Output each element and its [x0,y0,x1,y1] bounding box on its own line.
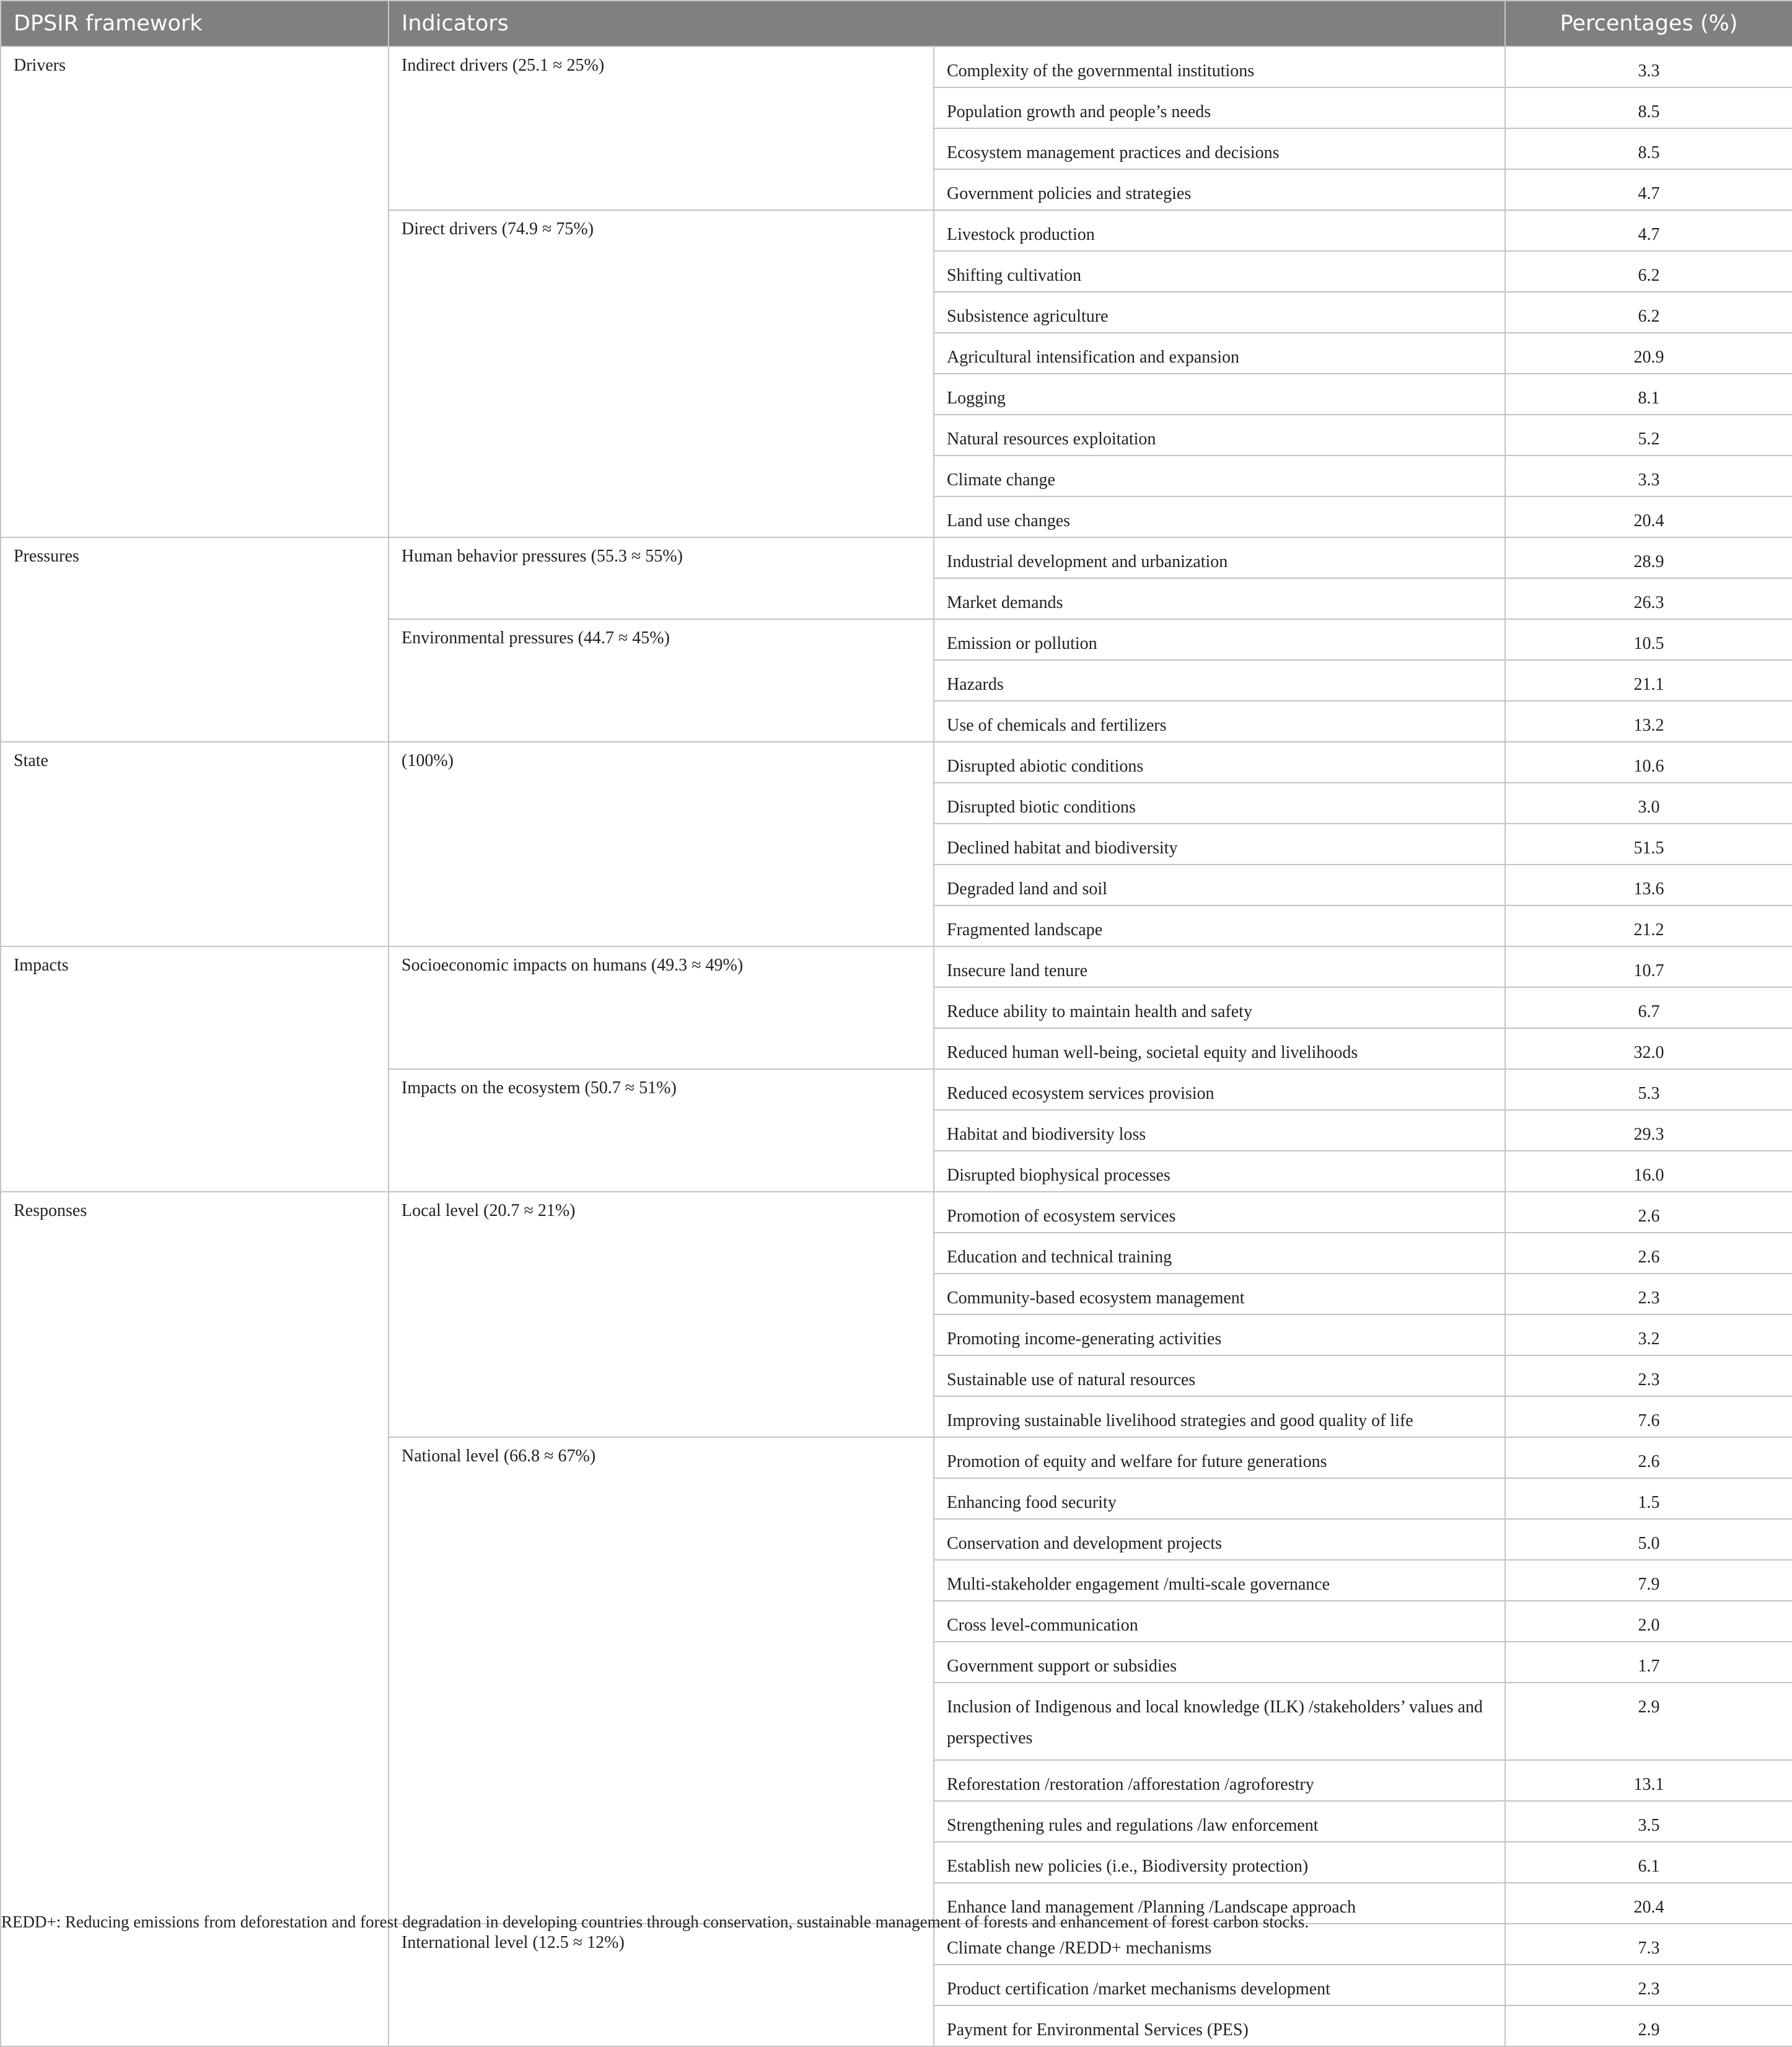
indicator-label: Cross level-communication [934,1601,1505,1642]
indicator-percentage: 21.2 [1505,905,1792,946]
indicator-percentage: 3.2 [1505,1314,1792,1355]
dpsir-category: State [1,742,389,946]
indicator-percentage: 5.3 [1505,1069,1792,1110]
indicator-label: Complexity of the governmental institutions [934,46,1505,87]
indicator-percentage: 20.4 [1505,496,1792,537]
table-row [1,946,1792,987]
indicator-label: Disrupted biophysical processes [934,1151,1505,1192]
indicator-label: Improving sustainable livelihood strategies and good quality of life [934,1396,1505,1437]
indicator-percentage: 2.9 [1505,1683,1792,1760]
indicator-group: Impacts on the ecosystem (50.7 ≈ 51%) [389,1069,934,1192]
footnote: REDD+: Reducing emissions from deforestation and forest degradation in developing countries through conservation, sustainable management of forests and enhancement of forest carbon stocks. [1,1913,1309,1931]
indicator-label: Promoting income-generating activities [934,1314,1505,1355]
indicator-label: Disrupted biotic conditions [934,783,1505,824]
indicator-label: Product certification /market mechanisms development [934,1965,1505,2005]
indicator-label: Enhancing food security [934,1478,1505,1519]
indicator-label: Reduced human well-being, societal equity and livelihoods [934,1028,1505,1069]
indicator-label: Land use changes [934,496,1505,537]
indicator-percentage: 2.0 [1505,1601,1792,1642]
indicator-percentage: 5.0 [1505,1519,1792,1560]
header-framework: DPSIR framework [1,1,389,46]
indicator-label: Livestock production [934,210,1505,251]
indicator-percentage: 29.3 [1505,1110,1792,1151]
table-row [1,1192,1792,1233]
indicator-label: Sustainable use of natural resources [934,1355,1505,1396]
indicator-label: Shifting cultivation [934,251,1505,292]
indicator-group: Environmental pressures (44.7 ≈ 45%) [389,619,934,742]
indicator-label: Hazards [934,660,1505,701]
header-row [1,1,1792,46]
indicator-label: Reforestation /restoration /afforestation /agroforestry [934,1760,1505,1801]
indicator-group: Socioeconomic impacts on humans (49.3 ≈ 49%) [389,946,934,1069]
indicator-percentage: 8.1 [1505,374,1792,415]
indicator-percentage: 21.1 [1505,660,1792,701]
indicator-label: Reduced ecosystem services provision [934,1069,1505,1110]
indicator-label: Market demands [934,578,1505,619]
indicator-label: Promotion of equity and welfare for future generations [934,1437,1505,1478]
indicator-percentage: 10.5 [1505,619,1792,660]
indicator-percentage: 10.7 [1505,946,1792,987]
indicator-percentage: 51.5 [1505,824,1792,865]
dpsir-category: Pressures [1,537,389,742]
indicator-label: Population growth and people’s needs [934,87,1505,128]
indicator-percentage: 13.1 [1505,1760,1792,1801]
indicator-label: Inclusion of Indigenous and local knowledge (ILK) /stakeholders’ values and perspectives [934,1683,1505,1760]
indicator-percentage: 8.5 [1505,87,1792,128]
indicator-label: Habitat and biodiversity loss [934,1110,1505,1151]
indicator-group: Indirect drivers (25.1 ≈ 25%) [389,46,934,210]
indicator-percentage: 3.5 [1505,1801,1792,1842]
indicator-label: Logging [934,374,1505,415]
indicator-percentage: 7.3 [1505,1924,1792,1965]
indicator-percentage: 2.9 [1505,2005,1792,2046]
indicator-label: Enhance land management /Planning /Landscape approach [934,1883,1505,1924]
indicator-percentage: 3.0 [1505,783,1792,824]
table-body [1,46,1792,2046]
indicator-label: Use of chemicals and fertilizers [934,701,1505,742]
indicator-group: National level (66.8 ≈ 67%) [389,1437,934,1924]
indicator-label: Insecure land tenure [934,946,1505,987]
indicator-percentage: 2.6 [1505,1233,1792,1274]
indicator-percentage: 6.2 [1505,292,1792,333]
indicator-percentage: 4.7 [1505,210,1792,251]
indicator-percentage: 6.1 [1505,1842,1792,1883]
indicator-label: Promotion of ecosystem services [934,1192,1505,1233]
indicator-label: Ecosystem management practices and decisions [934,128,1505,169]
indicator-percentage: 20.9 [1505,333,1792,374]
table-row [1,742,1792,783]
indicator-label: Multi-stakeholder engagement /multi-scale governance [934,1560,1505,1601]
indicator-percentage: 2.3 [1505,1965,1792,2005]
indicator-percentage: 2.3 [1505,1274,1792,1314]
indicator-label: Fragmented landscape [934,905,1505,946]
indicator-percentage: 7.6 [1505,1396,1792,1437]
indicator-group: International level (12.5 ≈ 12%) [389,1924,934,2046]
indicator-label: Agricultural intensification and expansion [934,333,1505,374]
indicator-label: Natural resources exploitation [934,415,1505,456]
indicator-percentage: 16.0 [1505,1151,1792,1192]
indicator-label: Degraded land and soil [934,865,1505,905]
indicator-percentage: 32.0 [1505,1028,1792,1069]
indicator-percentage: 2.3 [1505,1355,1792,1396]
indicator-percentage: 26.3 [1505,578,1792,619]
indicator-percentage: 6.7 [1505,987,1792,1028]
indicator-label: Strengthening rules and regulations /law enforcement [934,1801,1505,1842]
header-percentages: Percentages (%) [1505,1,1792,46]
indicator-label: Disrupted abiotic conditions [934,742,1505,783]
indicator-label: Conservation and development projects [934,1519,1505,1560]
indicator-percentage: 7.9 [1505,1560,1792,1601]
indicator-percentage: 10.6 [1505,742,1792,783]
indicator-percentage: 13.6 [1505,865,1792,905]
indicator-label: Industrial development and urbanization [934,537,1505,578]
indicator-group: Direct drivers (74.9 ≈ 75%) [389,210,934,537]
indicator-group: (100%) [389,742,934,946]
indicator-group: Human behavior pressures (55.3 ≈ 55%) [389,537,934,619]
indicator-group: Local level (20.7 ≈ 21%) [389,1192,934,1437]
indicator-label: Climate change /REDD+ mechanisms [934,1924,1505,1965]
table-row [1,46,1792,87]
indicator-percentage: 5.2 [1505,415,1792,456]
indicator-label: Emission or pollution [934,619,1505,660]
indicator-label: Declined habitat and biodiversity [934,824,1505,865]
indicator-percentage: 20.4 [1505,1883,1792,1924]
indicator-percentage: 3.3 [1505,456,1792,496]
indicator-label: Climate change [934,456,1505,496]
indicator-percentage: 1.7 [1505,1642,1792,1683]
indicator-label: Government support or subsidies [934,1642,1505,1683]
indicator-percentage: 6.2 [1505,251,1792,292]
indicator-percentage: 28.9 [1505,537,1792,578]
indicator-label: Payment for Environmental Services (PES) [934,2005,1505,2046]
dpsir-category: Drivers [1,46,389,537]
table-row [1,537,1792,578]
dpsir-category: Impacts [1,946,389,1192]
indicator-percentage: 2.6 [1505,1192,1792,1233]
indicator-percentage: 2.6 [1505,1437,1792,1478]
indicator-label: Subsistence agriculture [934,292,1505,333]
indicator-percentage: 4.7 [1505,169,1792,210]
indicator-label: Education and technical training [934,1233,1505,1274]
indicator-percentage: 3.3 [1505,46,1792,87]
indicator-label: Reduce ability to maintain health and safety [934,987,1505,1028]
indicator-percentage: 8.5 [1505,128,1792,169]
indicator-label: Community-based ecosystem management [934,1274,1505,1314]
indicator-percentage: 13.2 [1505,701,1792,742]
indicator-label: Government policies and strategies [934,169,1505,210]
indicator-percentage: 1.5 [1505,1478,1792,1519]
indicator-label: Establish new policies (i.e., Biodiversity protection) [934,1842,1505,1883]
header-indicators: Indicators [389,1,1505,46]
dpsir-category: Responses [1,1192,389,2046]
